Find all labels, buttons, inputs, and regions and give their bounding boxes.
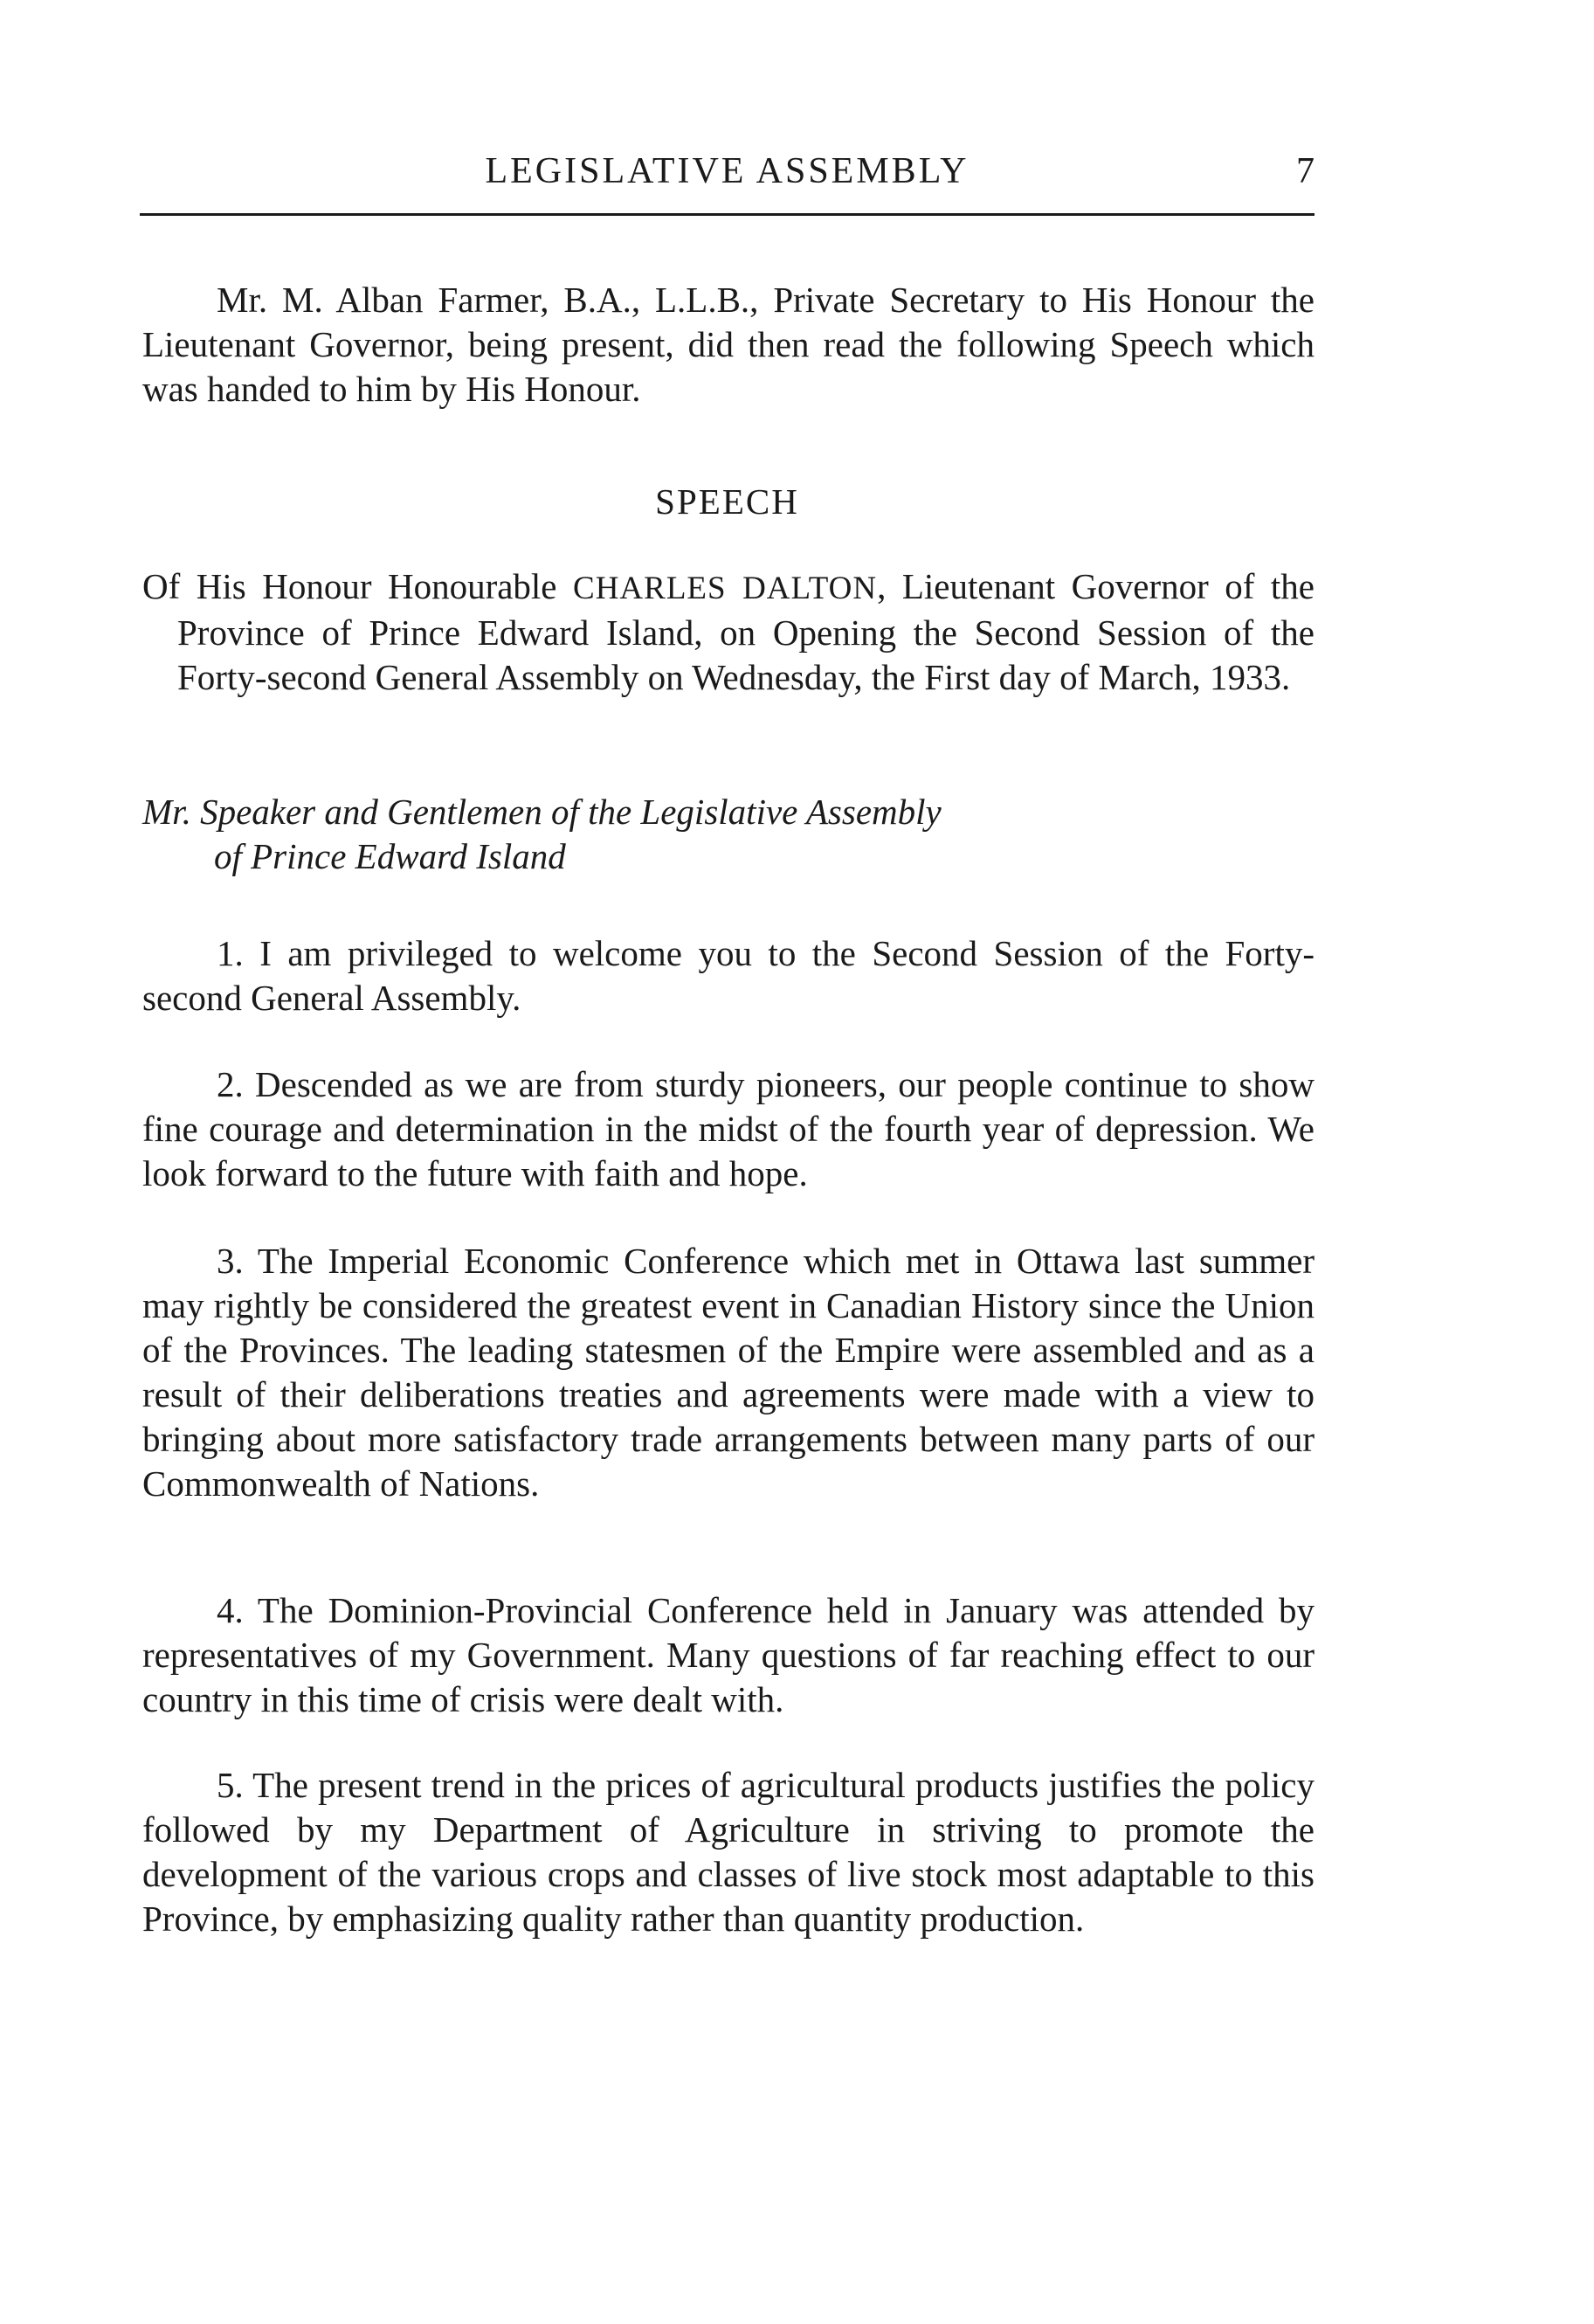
paragraph-text: 5. The present trend in the prices of agricultural products justifies the policy followed by my Department of Agriculture in striving to promote the development of the various crops and classes of live stock most adaptable to this Province, by emphasizing quality rather than quantity production.	[142, 1765, 1315, 1939]
paragraph-text: 1. I am privileged to welcome you to the Second Session of the Forty-second General Assembly.	[142, 933, 1315, 1018]
paragraph-text: 3. The Imperial Economic Conference which met in Ottawa last summer may rightly be considered the greatest event in Canadian History since the Union of the Provinces. The leading statesmen of the Empire were assembled and as a result of their deliberations treaties and agreements were made with a view to bringing about more satisfactory trade arrangements between many parts of our Commonwealth of Nations.	[142, 1241, 1315, 1504]
numbered-paragraph	[142, 1763, 1315, 1941]
paragraph-text: 2. Descended as we are from sturdy pioneers, our people continue to show fine courage and determination in the midst of the fourth year of depression. We look forward to the future with faith and hope.	[142, 1064, 1315, 1193]
header-rule	[140, 213, 1315, 216]
speech-title-text	[142, 564, 1315, 700]
numbered-paragraph	[142, 1062, 1315, 1196]
numbered-paragraph	[142, 931, 1315, 1020]
page-number: 7	[1296, 151, 1315, 191]
speech-heading: SPEECH	[655, 481, 799, 522]
numbered-paragraph	[142, 1588, 1315, 1722]
intro-text: Mr. M. Alban Farmer, B.A., L.L.B., Private Secretary to His Honour the Lieutenant Governor, being present, did then read the following Speech which was handed to him by His Honour.	[142, 280, 1315, 409]
paragraph-text: 4. The Dominion-Provincial Conference held in January was attended by representatives of my Government. Many questions of far reaching effect to our country in this time of crisis were dealt with.	[142, 1590, 1315, 1719]
running-head: LEGISLATIVE ASSEMBLY	[485, 151, 970, 191]
numbered-paragraph	[142, 1239, 1315, 1506]
speech-title-name: CHARLES DALTON	[573, 571, 878, 606]
salutation-line-2: of Prince Edward Island	[214, 836, 566, 876]
salutation-line-1: Mr. Speaker and Gentlemen of the Legislative Assembly	[142, 792, 942, 832]
intro-paragraph	[142, 278, 1315, 412]
page-header	[140, 150, 1315, 203]
speech-title-before: Of His Honour Honourable	[142, 566, 574, 606]
speech-title	[142, 564, 1315, 700]
speech-title-after: , Lieutenant Governor of the Province of Prince Edward Island, on Opening the Second Session of the Forty-second General Assembly on Wednesday, the First day of March, 1933.	[177, 566, 1315, 697]
salutation	[142, 790, 1315, 879]
